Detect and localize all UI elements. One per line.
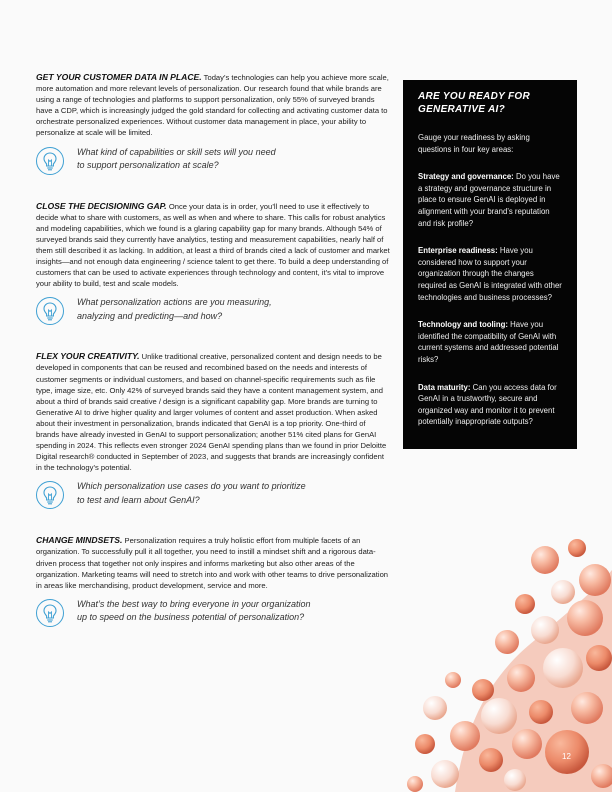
question-line: to support personalization at scale? [77,160,219,171]
sidebar-item [418,319,563,365]
main-column [36,72,390,653]
question-callout [36,147,390,183]
section-lead: CHANGE MINDSETS. [36,535,123,546]
section-paragraph [36,201,390,290]
question-line: What’s the best way to bring everyone in your organization [77,598,311,609]
section-decisioning-gap [36,201,390,334]
genai-readiness-sidebar [403,80,577,449]
page-number: 12 [562,752,571,761]
sidebar-item [418,382,563,428]
sidebar-item [418,245,563,303]
question-line: analyzing and predicting—and how? [77,310,223,321]
sidebar-item-label: Data maturity: [418,382,471,392]
sidebar-item-label: Technology and tooling: [418,320,508,330]
question-line: What kind of capabilities or skill sets will you need [77,146,276,157]
section-change-mindsets [36,535,390,634]
section-paragraph [36,535,390,590]
decorative-coral-artwork [395,530,612,792]
sidebar-item-text: Have you identified the compatibility of GenAI with current systems and addressed potential risks? [418,320,559,364]
question-text [77,296,377,323]
sidebar-item [418,171,563,229]
section-body: Personalization requires a truly holistic effort from multiple facets of an organization. To successfully pull it all together, you need to instill a mindset shift and a rigorous data-driven process that together not only inspires and informs marketing but also other areas of the organization. Marketing teams will need to stretch into and work with other teams to drive personalization in areas like merchandising, product development, service and more. [36,536,389,590]
sidebar-title [418,91,563,116]
section-lead: CLOSE THE DECISIONING GAP. [36,200,167,211]
section-customer-data [36,72,390,183]
sidebar-title-line: ARE YOU READY FOR [418,91,530,102]
question-line: Which personalization use cases do you want to prioritize [77,481,306,492]
sidebar-item-text: Do you have a strategy and governance structure in place to ensure GenAI is deployed in alignment with your brand’s reputation and risk profile? [418,172,560,228]
question-line: What personalization actions are you measuring, [77,297,272,308]
question-callout [36,481,390,517]
question-text [77,146,377,173]
section-paragraph [36,72,390,139]
sidebar-intro: Gauge your readiness by asking questions in four key areas: [418,133,530,154]
lightbulb-icon [36,297,64,325]
sidebar-item-label: Enterprise readiness: [418,246,498,256]
sidebar-item-label: Strategy and governance: [418,172,514,182]
lightbulb-icon [36,147,64,175]
section-lead: GET YOUR CUSTOMER DATA IN PLACE. [36,72,202,82]
sidebar-item-text: Have you considered how to support your organization through the changes required as GenAI is integrated with other technologies and business processes? [418,246,562,302]
section-body: Today’s technologies can help you achieve more scale, more automation and more relevant levels of personalization. Our research found that while brands are using a range of technologies and platforms to support personalization, only 55% of surveyed brands have a CDP, which is increasingly judged the gold standard for collecting and activating customer data to orchestrate personalized experiences. Without customer data management in place, your ability to personalize at scale will be limited. [36,73,389,138]
question-line: up to speed on the business potential of personalization? [77,612,305,623]
question-line: to test and learn about GenAI? [77,494,200,505]
question-text [77,480,377,507]
section-flex-creativity [36,351,390,517]
lightbulb-icon [36,599,64,627]
question-callout [36,599,390,635]
section-body: Unlike traditional creative, personalized content and design needs to be developed in components that can be reused and recombined based on the needs and interests of customer segments or individual customers, and based on channel-specific requirements such as file type, image size, etc. Only 42% of surveyed brands said they have a content management system, and about a third of brands said creative / design is a significant capability gap. More brands are turning to Generative AI to drive higher quality and larger volumes of content and asset production. When asked about their investment in personalization, brands indicated that GenAI is a top priority. One-third of brands have already invested in GenAI to support personalization; another 51% cited plans for GenAI spending in 2024. This reflects even stronger 2024 GenAI spending plans than we found in prior Deloitte Digital research® conducted in September of 2023, and suggests that brands are increasingly confident in the technology’s potential. [36,352,387,473]
section-lead: FLEX YOUR CREATIVITY. [36,351,140,362]
question-text [77,598,377,625]
sidebar-item-text: Can you access data for GenAI in a trustworthy, secure and organized way and monitor it to prevent potentially inappropriate outputs? [418,382,557,427]
section-paragraph [36,351,390,473]
sidebar-title-line: GENERATIVE AI? [418,103,505,115]
section-body: Once your data is in order, you’ll need to use it effectively to decide what to share with customers, as well as when and where to share. This calls for robust analytics and modeling capabilities, which we found is a glaring capability gap for many brands. Although 54% of surveyed brands said they currently have analytics, testing and measurement capabilities, nearly half of them still described it as lacking. In addition, at least a third of brands cited a lack of customer and market insights—and not enough data engineering / science talent to get there. To build a deep understanding of customers that can be used to activate experiences through technology and content, it’s vital to improve your ability to build, test and scale models. [36,201,390,289]
question-callout [36,297,390,333]
lightbulb-icon [36,481,64,509]
